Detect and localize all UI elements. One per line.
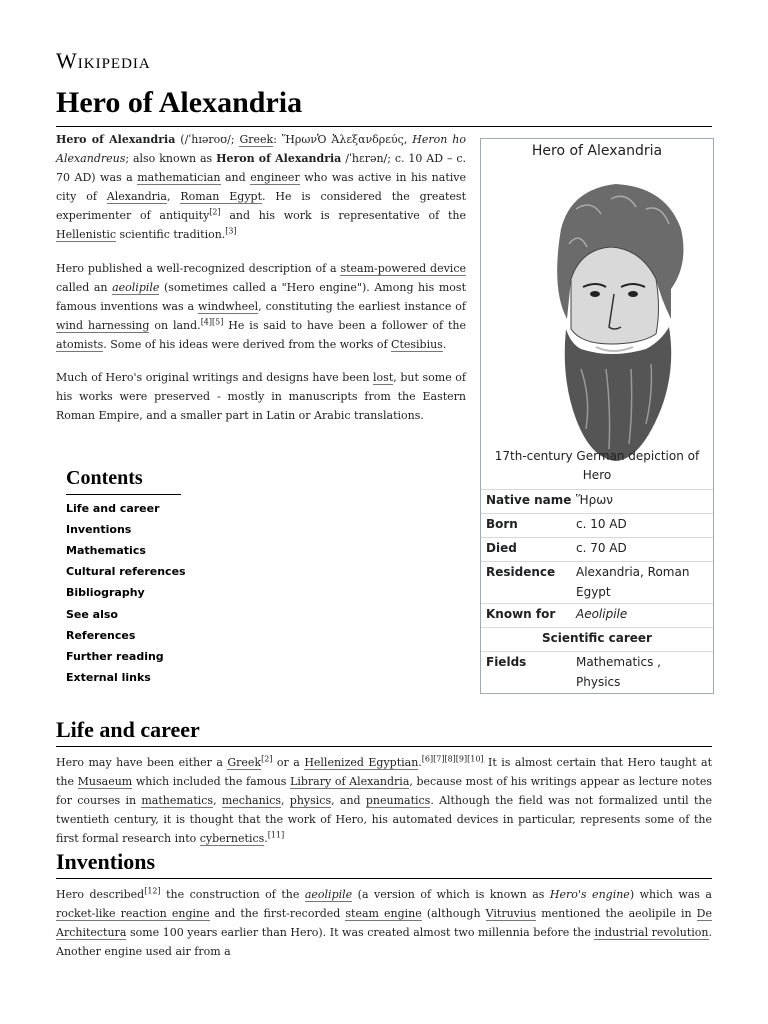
inventions-paragraph: Hero described[12] the construction of the aeolipile (a version of which is known as Hero's engine) which was a rocket-like reaction engine and the first-recorded steam engine (although Vitruvius mentioned the aeolipile in De Architectura some 100 years earlier than Hero). It was created almost two millennia before the industrial revolution. Another engine used air from a — [56, 886, 712, 958]
infobox-value[interactable]: Aeolipile — [576, 607, 628, 621]
toc-divider — [66, 494, 181, 495]
wiki-link[interactable]: pneumatics — [365, 794, 431, 807]
infobox-key: Native name — [486, 493, 572, 507]
infobox-value: Ἥρων — [576, 493, 613, 507]
toc-item-life-and-career[interactable]: Life and career — [66, 502, 160, 515]
toc-item-external-links[interactable]: External links — [66, 671, 151, 684]
italic-term: Heron ho Alexandreus — [56, 133, 466, 165]
wiki-link[interactable]: wind harnessing — [56, 319, 150, 332]
infobox-value[interactable]: Alexandria, Roman Egypt — [576, 565, 690, 599]
wiki-link[interactable]: steam-powered device — [340, 262, 466, 275]
infobox-row-fields — [481, 651, 713, 694]
citation-ref[interactable]: [2] — [261, 754, 273, 764]
infobox-value[interactable]: Mathematics , Physics — [576, 655, 661, 689]
infobox-key: Residence — [486, 565, 556, 579]
wiki-link[interactable]: aeolipile — [112, 281, 160, 294]
wiki-link[interactable]: Alexandria — [106, 190, 167, 203]
infobox-caption: 17th-century German depiction of Hero — [494, 449, 700, 482]
toc-item-see-also[interactable]: See also — [66, 608, 118, 621]
infobox-value: c. 70 AD — [576, 541, 627, 555]
toc-heading: Contents — [66, 467, 143, 489]
wiki-link[interactable]: Greek — [239, 133, 274, 146]
wiki-link[interactable]: Ctesibius — [391, 338, 443, 351]
infobox-key: Died — [486, 541, 517, 555]
intro-paragraph-1: Hero of Alexandria (/ˈhɪəroʊ/; Greek: ἭρωνὉ Ἀλεξανδρεύς, Heron ho Alexandreus; also known as Heron of Alexandria /ˈhɛrən/; c. 10 AD – c. 70 AD) was a mathematician and engineer who was active in his native city of Alexandria, Roman Egypt. He is considered the greatest experimenter of antiquity[2] and his work is representative of the Hellenistic scientific tradition.[3] — [56, 133, 466, 241]
wiki-link[interactable]: Vitruvius — [485, 907, 537, 920]
intro-paragraph-2: Hero published a well-recognized description of a steam-powered device called an aeolipile (sometimes called a "Hero engine"). Among his most famous inventions was a windwheel, constituting the earliest instance of wind harnessing on land.[4][5] He is said to have been a follower of the atomists. Some of his ideas were derived from the works of Ctesibius. — [56, 262, 466, 351]
section-heading-life-and-career: Life and career — [56, 717, 200, 742]
infobox-title: Hero of Alexandria — [531, 143, 663, 159]
bold-term: Heron of Alexandria — [216, 152, 342, 165]
citation-ref[interactable]: [4][5] — [200, 317, 224, 327]
infobox-row-known-for — [481, 603, 713, 628]
wiki-link[interactable]: Hellenistic — [56, 228, 116, 241]
infobox-row-born — [481, 513, 713, 538]
wiki-link[interactable]: lost — [373, 371, 394, 384]
toc-item-inventions[interactable]: Inventions — [66, 523, 132, 536]
wiki-link[interactable]: engineer — [250, 171, 300, 184]
infobox-key: Known for — [486, 607, 556, 621]
section-heading-inventions: Inventions — [56, 849, 156, 874]
wiki-link[interactable]: Musaeum — [77, 775, 133, 788]
italic-term: Hero's engine — [549, 888, 630, 901]
infobox-row-residence — [481, 561, 713, 604]
hero-portrait-image[interactable] — [521, 169, 701, 465]
infobox-key: Fields — [486, 655, 527, 669]
title-divider — [56, 126, 712, 127]
citation-ref[interactable]: [11] — [267, 830, 285, 840]
wiki-link[interactable]: Hellenized Egyptian — [304, 756, 419, 769]
infobox-value: c. 10 AD — [576, 517, 627, 531]
infobox-row-died — [481, 537, 713, 562]
wiki-link[interactable]: Greek — [227, 756, 262, 769]
wiki-link[interactable]: aeolipile — [304, 888, 353, 901]
section-divider — [56, 746, 712, 747]
wiki-link[interactable]: mathematics — [141, 794, 214, 807]
toc-item-references[interactable]: References — [66, 629, 136, 642]
toc-item-mathematics[interactable]: Mathematics — [66, 544, 146, 557]
wiki-link[interactable]: steam engine — [345, 907, 422, 920]
wiki-link[interactable]: windwheel — [198, 300, 259, 313]
page-title: Hero of Alexandria — [56, 86, 303, 119]
wiki-link[interactable]: mechanics — [221, 794, 282, 807]
infobox-key: Born — [486, 517, 518, 531]
infobox-section-scientific-career: Scientific career — [481, 627, 713, 652]
bold-term: Hero of Alexandria — [56, 133, 176, 146]
citation-ref[interactable]: [6][7][8][9][10] — [421, 754, 484, 764]
intro-paragraph-3: Much of Hero's original writings and designs have been lost, but some of his works were preserved - mostly in manuscripts from the Eastern Roman Empire, and a smaller part in Latin or Arabic translations. — [56, 371, 466, 422]
toc-item-cultural-references[interactable]: Cultural references — [66, 565, 186, 578]
citation-ref[interactable]: [12] — [144, 886, 161, 896]
wiki-link[interactable]: rocket-like reaction engine — [56, 907, 210, 920]
infobox — [480, 138, 714, 694]
wiki-link[interactable]: Roman Egypt — [180, 190, 263, 203]
wiki-link[interactable]: industrial revolution — [594, 926, 709, 939]
wiki-link[interactable]: De Architectura — [56, 907, 712, 939]
section-divider — [56, 878, 712, 879]
toc-item-further-reading[interactable]: Further reading — [66, 650, 164, 663]
citation-ref[interactable]: [2] — [209, 207, 221, 217]
wikipedia-wordmark[interactable]: Wikipedia — [56, 48, 151, 73]
wiki-link[interactable]: atomists — [56, 338, 104, 351]
wiki-link[interactable]: physics — [289, 794, 332, 807]
infobox-row-native-name — [481, 489, 713, 514]
citation-ref[interactable]: [3] — [225, 226, 237, 236]
wiki-link[interactable]: mathematician — [137, 171, 221, 184]
life-and-career-paragraph: Hero may have been either a Greek[2] or a Hellenized Egyptian.[6][7][8][9][10] It is almost certain that Hero taught at the Musaeum which included the famous Library of Alexandria, because most of his writings appear as lecture notes for courses in mathematics, mechanics, physics, and pneumatics. Although the field was not formalized until the twentieth century, it is thought that the work of Hero, his automated devices in particular, represents some of the first formal research into cybernetics.[11] — [56, 754, 712, 845]
toc-item-bibliography[interactable]: Bibliography — [66, 586, 145, 599]
wiki-link[interactable]: cybernetics — [199, 832, 265, 845]
wiki-link[interactable]: Library of Alexandria — [290, 775, 410, 788]
